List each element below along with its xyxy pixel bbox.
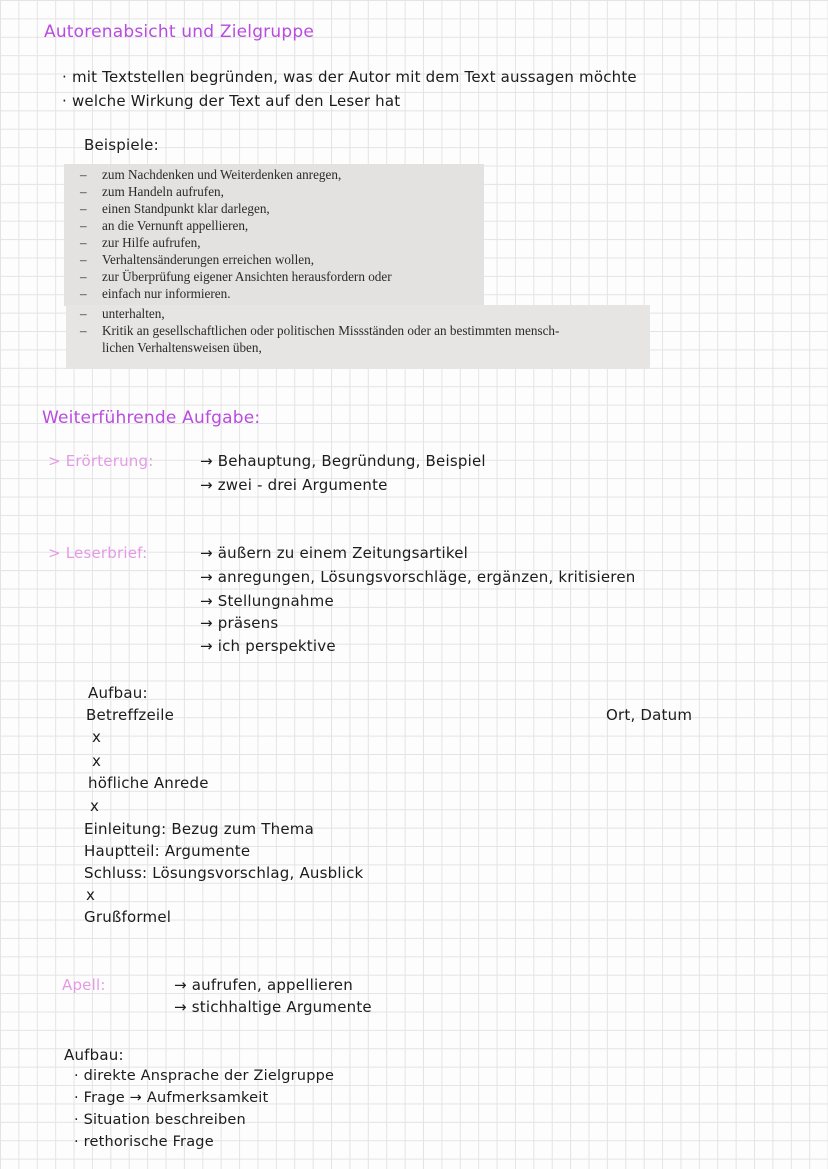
examples-label: Beispiele: (84, 136, 159, 154)
aufbau-2-item: · direkte Ansprache der Zielgruppe (74, 1068, 335, 1084)
aufbau-2-item: · Frage → Aufmerksamkeit (74, 1090, 269, 1106)
scan-excerpt-2 (66, 305, 650, 369)
aufbau-line: x (90, 797, 100, 815)
aufbau-2-heading: Aufbau: (64, 1046, 124, 1064)
scan-line: – zur Hilfe aufrufen, (80, 235, 201, 250)
aufbau-line: x (86, 886, 96, 904)
intro-bullet-2: · welche Wirkung der Text auf den Leser hat (62, 92, 401, 110)
intro-bullet-1: · mit Textstellen begründen, was der Autor mit dem Text aussagen möchte (62, 68, 637, 86)
scan-line: – einfach nur informieren. (80, 286, 231, 301)
eroerterung-point: → zwei - drei Argumente (200, 476, 388, 494)
place-date: Ort, Datum (606, 706, 693, 724)
aufbau-2-item: · Situation beschreiben (74, 1112, 246, 1128)
leserbrief-point: → präsens (200, 614, 279, 632)
scan-line: lichen Verhaltensweisen üben, (102, 340, 262, 355)
aufbau-heading: Aufbau: (88, 684, 148, 702)
leserbrief-point: → anregungen, Lösungsvorschläge, ergänzen, kritisieren (200, 568, 636, 586)
apell-point: → aufrufen, appellieren (174, 976, 353, 994)
leserbrief-label: > Leserbrief: (48, 544, 148, 562)
page-title: Autorenabsicht und Zielgruppe (44, 22, 314, 42)
scan-line: – zum Nachdenken und Weiterdenken anregen, (80, 167, 342, 182)
scan-line: – Kritik an gesellschaftlichen oder politischen Missständen oder an bestimmten mensch- (80, 323, 560, 338)
aufbau-line: Hauptteil: Argumente (84, 842, 251, 860)
aufbau-line: Grußformel (84, 908, 172, 926)
leserbrief-point: → äußern zu einem Zeitungsartikel (200, 544, 469, 562)
aufbau-line: Betreffzeile (86, 706, 175, 724)
aufbau-line: höfliche Anrede (88, 774, 209, 792)
scan-line: – an die Vernunft appellieren, (80, 218, 249, 233)
leserbrief-point: → Stellungnahme (200, 592, 334, 610)
scan-line: – unterhalten, (80, 306, 165, 321)
scan-line: – zur Überprüfung eigener Ansichten herausfordern oder (80, 269, 392, 284)
scan-line: – zum Handeln aufrufen, (80, 184, 224, 199)
aufbau-2-item: · rethorische Frage (74, 1134, 214, 1150)
scan-line: – einen Standpunkt klar darlegen, (80, 201, 270, 216)
eroerterung-label: > Erörterung: (48, 452, 154, 470)
aufbau-line: Schluss: Lösungsvorschlag, Ausblick (84, 864, 364, 882)
leserbrief-point: → ich perspektive (200, 637, 336, 655)
scan-line: – Verhaltensänderungen erreichen wollen, (80, 252, 315, 267)
scan-excerpt-1 (64, 164, 484, 306)
eroerterung-point: → Behauptung, Begründung, Beispiel (200, 452, 486, 470)
apell-point: → stichhaltige Argumente (174, 998, 372, 1016)
apell-label: Apell: (62, 976, 106, 994)
aufbau-line: x (92, 752, 102, 770)
aufbau-line: x (92, 728, 102, 746)
aufbau-line: Einleitung: Bezug zum Thema (84, 820, 315, 838)
further-task-title: Weiterführende Aufgabe: (42, 408, 261, 428)
